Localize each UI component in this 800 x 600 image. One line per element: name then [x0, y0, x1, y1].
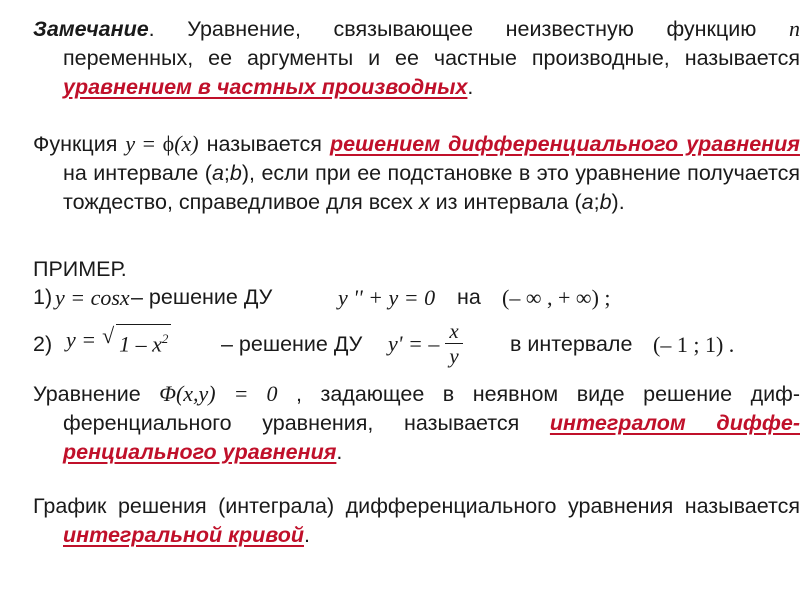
- example-2-fraction-numerator: x: [445, 319, 462, 344]
- example-1-interval: (– ∞ , + ∞) ;: [502, 285, 611, 310]
- solution-text-2: называется: [198, 132, 330, 156]
- remark-term: уравнением в частных производных: [63, 75, 468, 99]
- solution-interval2-b: b: [599, 190, 612, 214]
- integral-definition-paragraph: [33, 379, 800, 467]
- remark-label: Замечание: [33, 17, 149, 41]
- remark-text-1: . Уравнение, связывающее неизвестную функцию: [148, 17, 789, 41]
- integral-term: интегралом диффе-ренциального уравнения: [63, 411, 800, 464]
- example-2-radicand: 1 – x: [119, 331, 162, 357]
- remark-n: n: [789, 16, 800, 41]
- remark-text-2: переменных, ее аргументы и ее частные производные, называется: [63, 46, 800, 70]
- solution-formula-eq: =: [135, 131, 163, 156]
- example-1-line: [33, 283, 773, 312]
- example-2-fraction-denominator: y: [449, 344, 459, 368]
- solution-text-3: на интервале (: [63, 161, 212, 185]
- example-2-sqrt: [102, 324, 171, 358]
- integral-end: .: [336, 440, 343, 464]
- example-2-fraction: [445, 319, 462, 368]
- example-1-text: – решение ДУ: [131, 285, 273, 309]
- solution-term: решением дифференциального уравнения: [329, 132, 800, 156]
- example-1-formula: y = cosx: [55, 285, 130, 310]
- solution-interval2-a: a: [581, 190, 594, 214]
- solution-interval2-sep: ;: [593, 190, 600, 214]
- curve-definition-paragraph: [33, 492, 800, 550]
- solution-x: x: [418, 190, 430, 214]
- example-2-interval: (– 1 ; 1) .: [653, 332, 735, 357]
- example-1-on: на: [457, 285, 481, 309]
- solution-formula-phi: ϕ: [162, 131, 175, 156]
- example-1-number: 1): [33, 285, 53, 309]
- integral-text-2: , задающее в неявном виде решение диф-ференциального уравнения, называется: [63, 382, 800, 435]
- solution-interval-b: b: [229, 161, 242, 185]
- example-2-line: [33, 312, 773, 376]
- curve-text-1: График решения (интеграла) дифференциального уравнения называется: [33, 494, 800, 518]
- example-2-exponent: 2: [161, 331, 169, 346]
- remark-end: .: [467, 75, 474, 99]
- solution-formula-y: y: [125, 131, 136, 156]
- integral-text-1: Уравнение: [33, 382, 160, 406]
- integral-formula: Φ(x,y) = 0: [159, 381, 278, 406]
- curve-term: интегральной кривой: [63, 523, 304, 547]
- example-1-equation: y '' + y = 0: [338, 285, 436, 310]
- example-2-interval-text: в интервале: [510, 332, 633, 356]
- solution-formula-arg: (x): [174, 131, 199, 156]
- example-2-text: – решение ДУ: [221, 332, 363, 356]
- example-2-y: y =: [66, 326, 97, 352]
- solution-definition-paragraph: [33, 129, 800, 217]
- solution-text-5: из интервала (: [429, 190, 582, 214]
- solution-text-1: Функция: [33, 132, 126, 156]
- radical-sign-icon: √: [102, 323, 115, 348]
- example-heading: ПРИМЕР.: [33, 257, 127, 281]
- example-2-sqrt-formula: [66, 324, 171, 358]
- example-2-lhs: y' = –: [388, 331, 440, 356]
- curve-end: .: [303, 523, 310, 547]
- solution-text-6: ).: [611, 190, 625, 214]
- example-2-number: 2): [33, 332, 53, 356]
- example-2-derivative-formula: [388, 319, 463, 368]
- solution-interval-a: a: [211, 161, 224, 185]
- solution-text-4: ), если при ее подстановке в это уравнение получается тождество, справедливое для всех: [63, 161, 800, 214]
- remark-paragraph: [33, 14, 800, 102]
- solution-interval-sep: ;: [223, 161, 230, 185]
